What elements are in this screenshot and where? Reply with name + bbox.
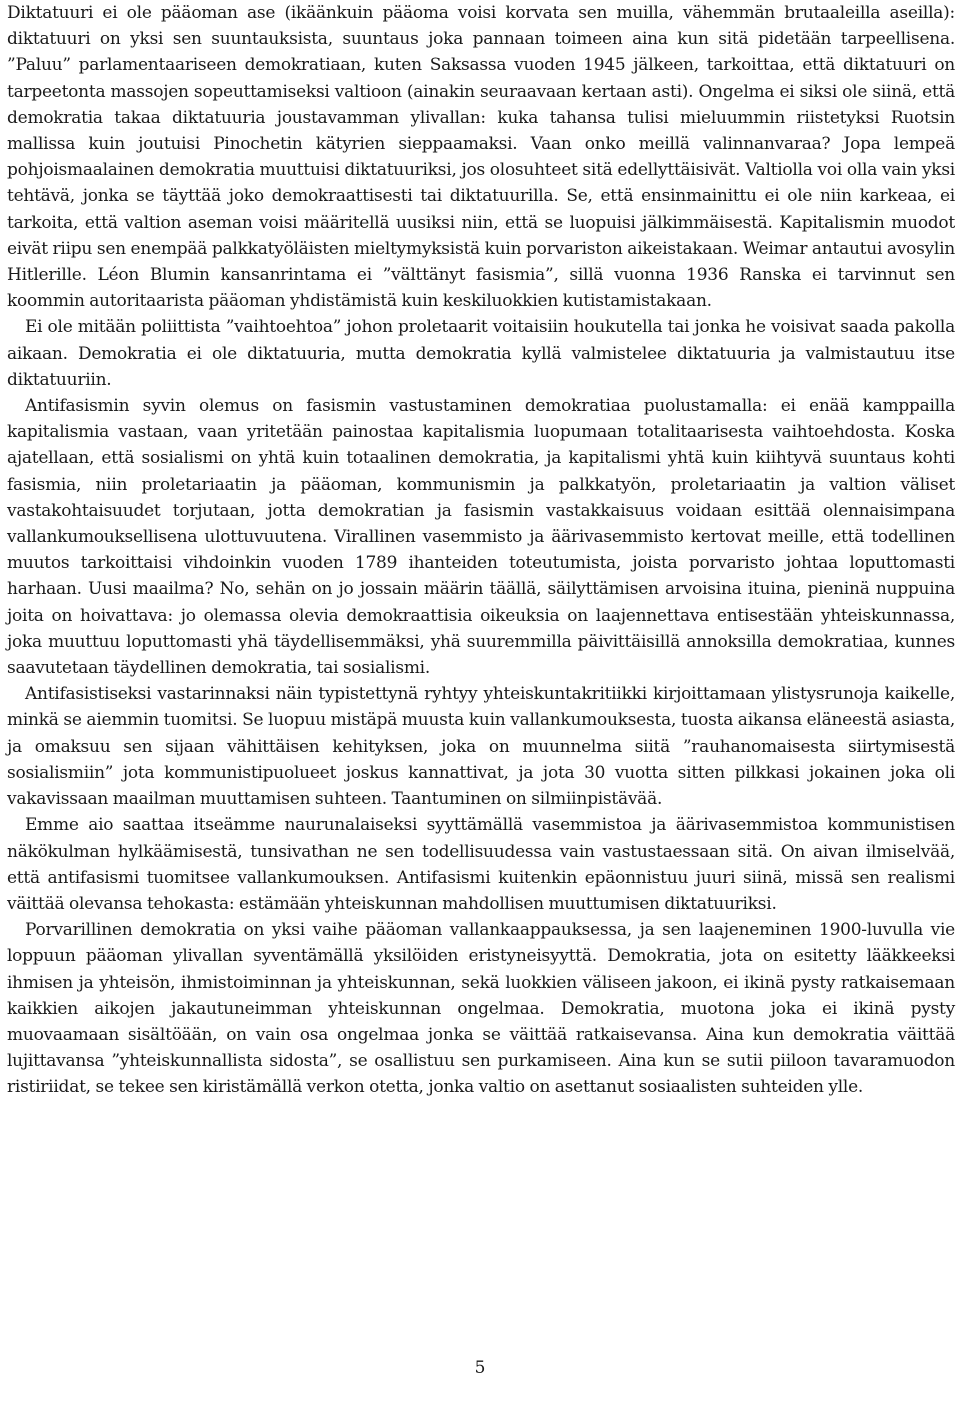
paragraph-diktatuuri: Diktatuuri ei ole pääoman ase (ikäänkuin pääoma voisi korvata sen muilla, vähemmän brutaaleilla aseilla): diktatuuri on yksi sen suuntauksista, suuntaus joka pannaan toimeen aina kun sitä pidetään tarpeellisena. ”Paluu” parlamentaariseen demokratiaan, kuten Saksassa vuoden 1945 jälkeen, tarkoittaa, että diktatuuri on tarpeetonta massojen sopeuttamiseksi valtioon (ainakin seuraavaan kertaan asti). Ongelma ei siksi ole siinä, että demokratia takaa diktatuuria joustavamman ylivallan: kuka tahansa tulisi mieluummin riistetyksi Ruotsin mallissa kuin joutuisi Pinochetin kätyrien sieppaamaksi. Vaan onko meillä valinnanvaraa? Jopa lempeä pohjoismaalainen demokratia muuttuisi diktatuuriksi, jos olosuhteet sitä edellyttäisivät. Valtiolla voi olla vain yksi tehtävä, jonka se täyttää joko demokraattisesti tai diktatuurilla. Se, että ensinmainittu ei ole niin karkeaa, ei tarkoita, että valtion aseman voisi määritellä uusiksi niin, että se luopuisi jälkimmäisestä. Kapitalismin muodot eivät riipu sen enempää palkkatyöläisten mieltymyksistä kuin porvariston aikeistakaan. Weimar antautui avosylin Hitlerille. Léon Blumin kansanrintama ei ”välttänyt fasismia”, sillä vuonna 1936 Ranska ei tarvinnut sen koommin autoritaarista pääoman yhdistämistä kuin keskiluokkien kutistamistakaan. [7,3,955,312]
paragraph-vaihtoehto: Ei ole mitään poliittista ”vaihtoehtoa” johon proletaarit voitaisiin houkutella tai jonka he voisivat saada pakolla aikaan. Demokratia ei ole diktatuuria, mutta demokratia kyllä valmistelee diktatuuria ja valmistautuu itse diktatuuriin. [7,317,955,390]
document-page [7,0,955,1101]
paragraph-antifasismin-olemus: Antifasismin syvin olemus on fasismin vastustaminen demokratiaa puolustamalla: ei enää kamppailla kapitalismia vastaan, vaan yritetään painostaa kapitalismia luopumaan totalitaarisesta vaihtoehdosta. Koska ajatellaan, että sosialismi on yhtä kuin totaalinen demokratia, ja kapitalismi yhtä kuin kiihtyvä suuntaus kohti fasismia, niin proletariaatin ja pääoman, kommunismin ja palkkatyön, proletariaatin ja valtion väliset vastakohtaisuudet torjutaan, jotta demokratian ja fasismin vastakkaisuus voidaan esittää olennaisimpana vallankumouksellisena ulottuvuutena. Virallinen vasemmisto ja äärivasemmisto kertovat meille, että todellinen muutos tarkoittaisi vihdoinkin vuoden 1789 ihanteiden toteutumista, joista porvaristo johtaa loputtomasti harhaan. Uusi maailma? No, sehän on jo jossain määrin täällä, säilyttämisen arvoisina ituina, pieninä nuppuina joita on hoivattava: jo olemassa olevia demokraattisia oikeuksia on laajennettava entisestään yhteiskunnassa, joka muuttuu loputtomasti yhä täydellisemmäksi, yhä suuremmilla päivittäisillä annoksilla demokratiaa, kunnes saavutetaan täydellinen demokratia, tai sosialismi. [7,396,955,679]
page-number: 5 [474,1358,486,1378]
paragraph-porvarillinen-demokratia: Porvarillinen demokratia on yksi vaihe pääoman vallankaappauksessa, ja sen laajeneminen 1900-luvulla vie loppuun pääoman ylivallan syventämällä yksilöiden eristyneisyyttä. Demokratia, jota on esitetty lääkkeeksi ihmisen ja yhteisön, ihmistoiminnan ja yhteiskunnan, sekä luokkien väliseen jakoon, ei ikinä pysty ratkaisemaan kaikkien aikojen jakautuneimman yhteiskunnan ongelmaa. Demokratia, muotona joka ei ikinä pysty muovaamaan sisältöään, on vain osa ongelmaa jonka se väittää ratkaisevansa. Aina kun demokratia väittää lujittavansa ”yhteiskunnallista sidosta”, se osallistuu sen purkamiseen. Aina kun se sutii piiloon tavaramuodon ristiriidat, se tekee sen kiristämällä verkon otetta, jonka valtio on asettanut sosiaalisten suhteiden ylle. [7,920,955,1098]
paragraph-antifasistinen-vastarinta: Antifasistiseksi vastarinnaksi näin typistettynä ryhtyy yhteiskuntakritiikki kirjoittamaan ylistysrunoja kaikelle, minkä se aiemmin tuomitsi. Se luopuu mistäpä muusta kuin vallankumouksesta, tuosta aikansa eläneestä asiasta, ja omaksuu sen sijaan vähittäisen kehityksen, joka on muunnelma siitä ”rauhanomaisesta siirtymisestä sosialismiin” jota kommunistipuolueet joskus kannattivat, ja jota 30 vuotta sitten pilkkasi jokainen joka oli vakavissaan maailman muuttamisen suhteen. Taantuminen on silmiinpistävää. [7,684,955,810]
paragraph-vallankumous: Emme aio saattaa itseämme naurunalaiseksi syyttämällä vasemmistoa ja äärivasemmistoa kommunistisen näkökulman hylkäämisestä, tunsivathan ne sen todellisuudessa vain vastustaessaan sitä. On aivan ilmiselvää, että antifasismi tuomitsee vallankumouksen. Antifasismi kuitenkin epäonnistuu juuri siinä, missä sen realismi väittää olevansa tehokasta: estämään yhteiskunnan mahdollisen muuttumisen diktatuuriksi. [7,815,955,914]
